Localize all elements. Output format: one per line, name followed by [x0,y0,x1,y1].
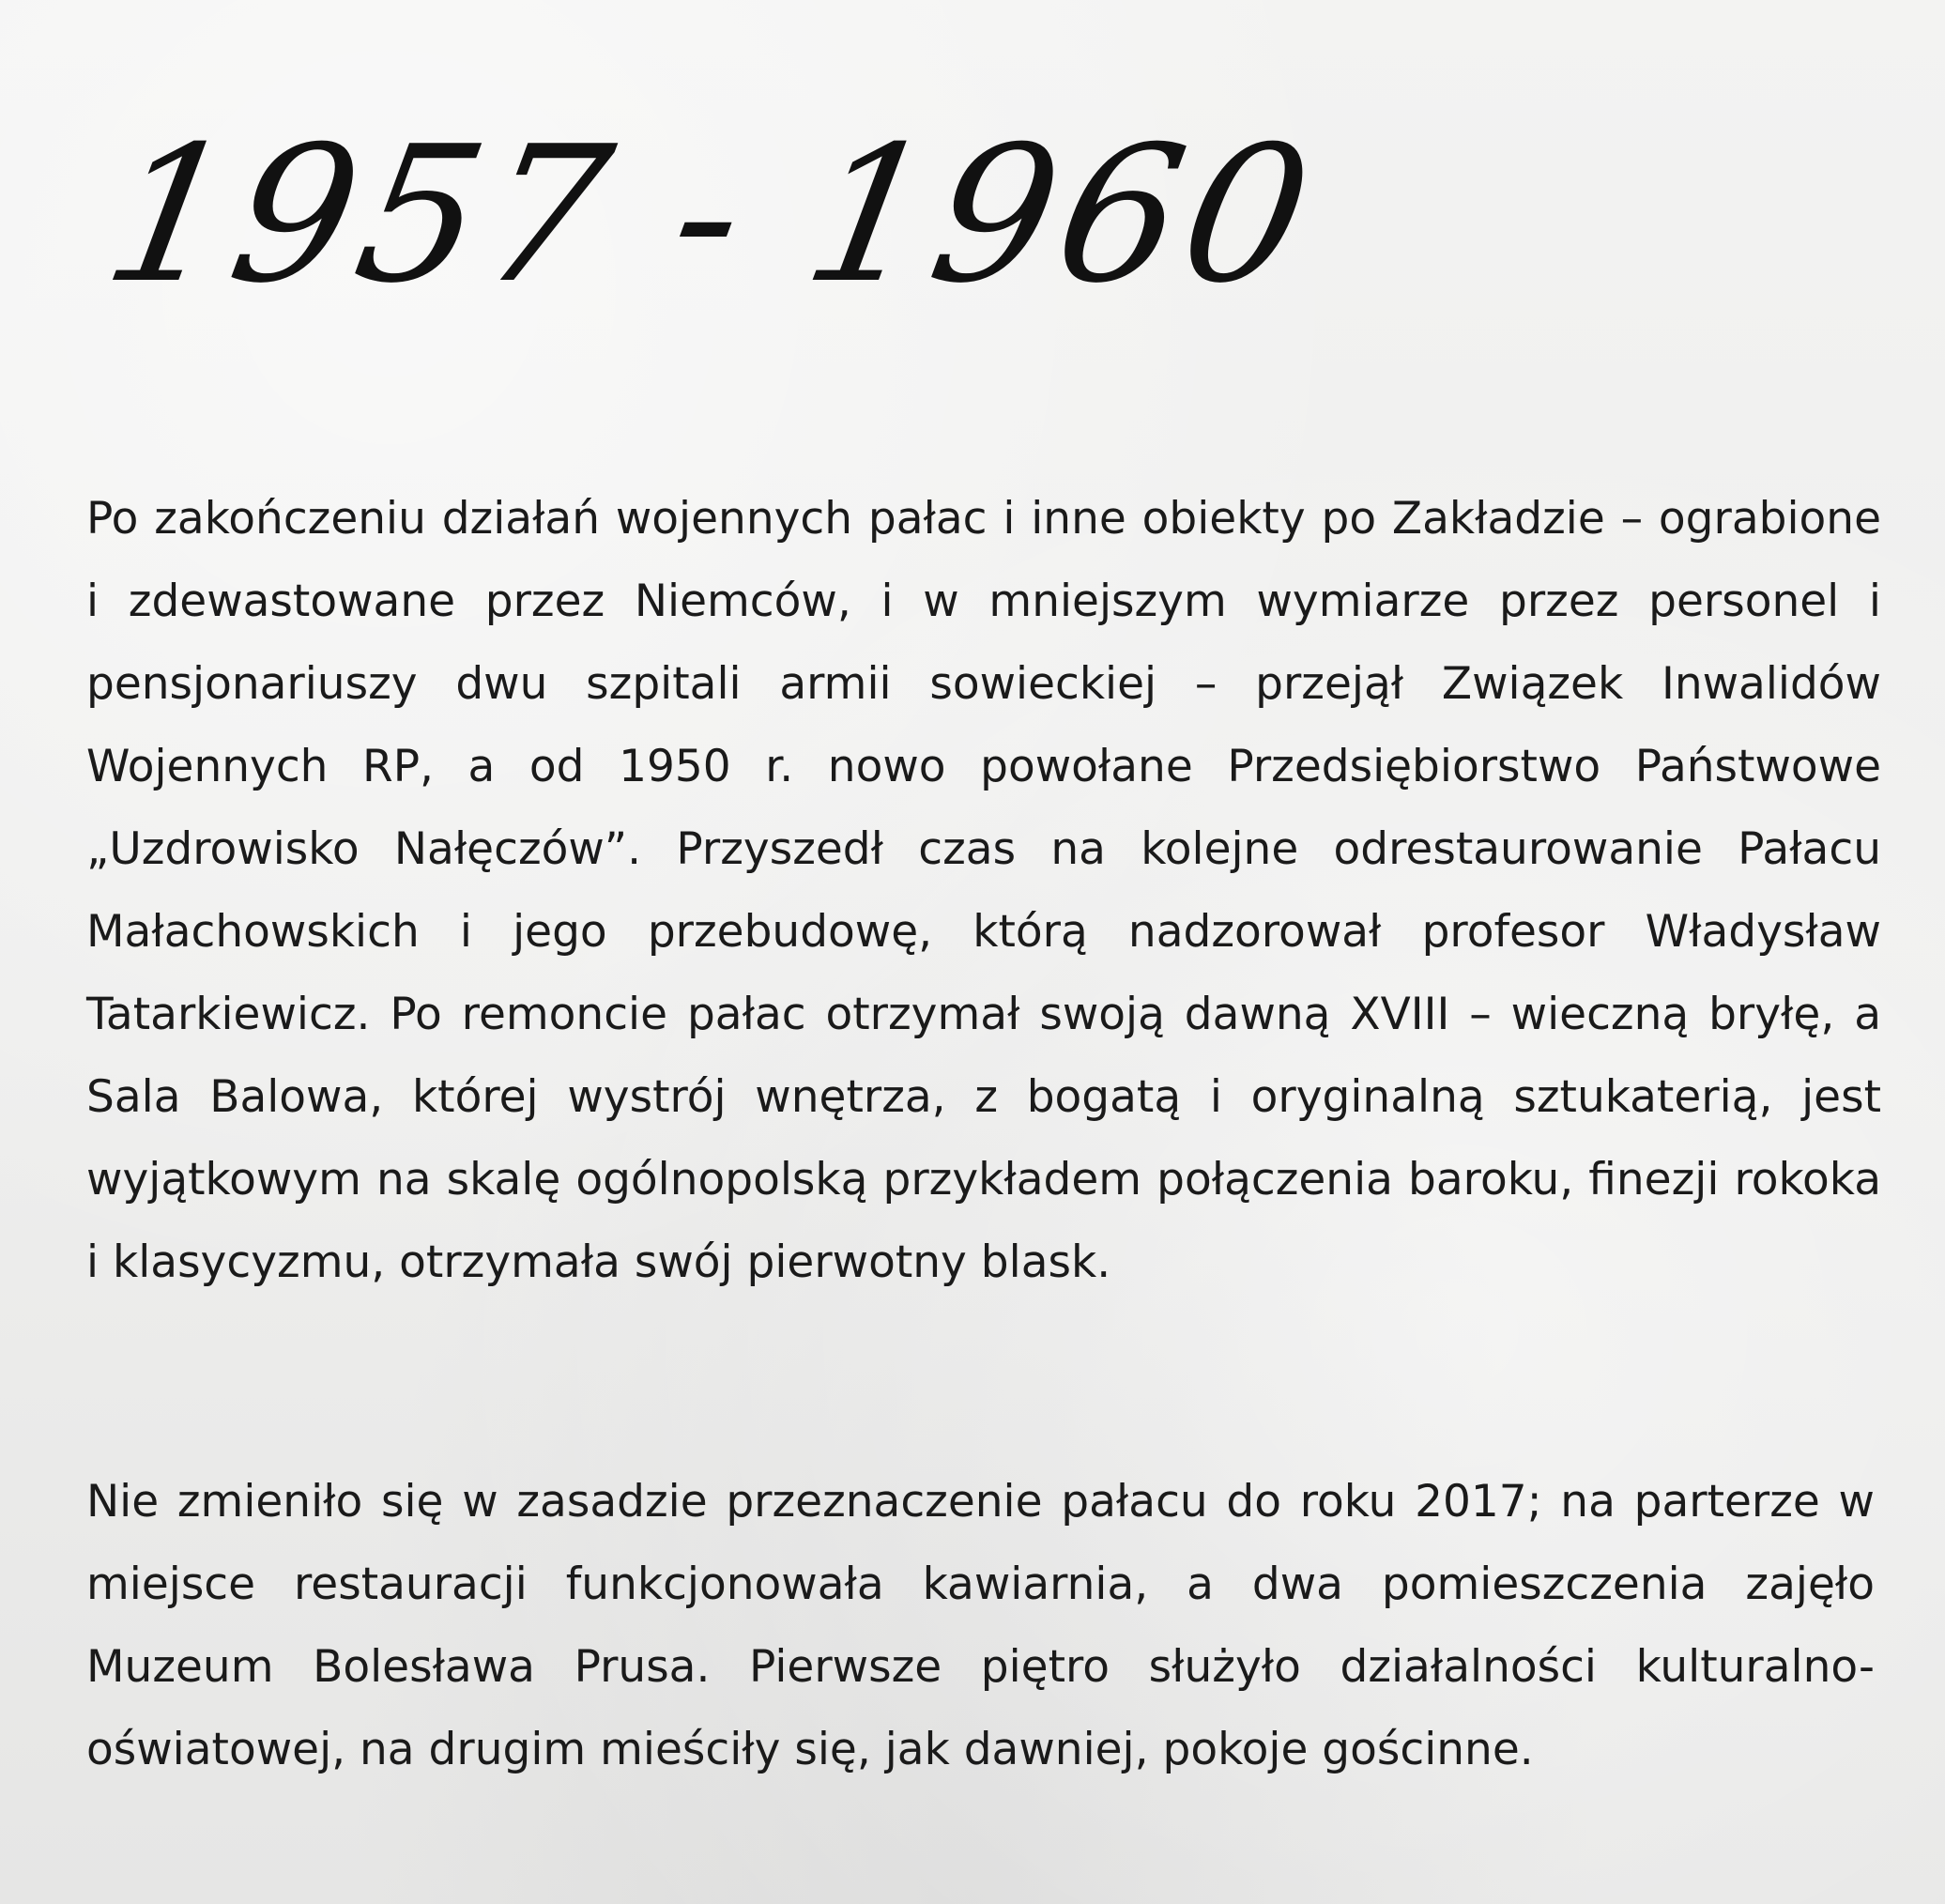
history-paragraph-1: Po zakończeniu działań wojennych pałac i inne obiekty po Zakładzie – ograbione i zdewastowane przez Niemców, i w mniejszym wymiarze przez personel i pensjonariuszy dwu szpitali armii sowieckiej – przejął Związek Inwalidów Wojennych RP, a od 1950 r. nowo powołane Przedsiębiorstwo Państwowe „Uzdrowisko Nałęczów”. Przyszedł czas na kolejne odrestaurowanie Pałacu Małachowskich i jego przebudowę, którą nadzorował profesor Władysław Tatarkiewicz. Po remoncie pałac otrzymał swoją dawną XVIII – wieczną bryłę, a Sala Balowa, której wystrój wnętrza, z bogatą i oryginalną sztukaterią, jest wyjątkowym na skalę ogólnopolską przykładem połączenia baroku, finezji rokoka i klasycyzmu, otrzymała swój pierwotny blask. [86,493,1881,1288]
date-range-heading: 1957 - 1960 [91,106,1331,325]
history-paragraph-2: Nie zmieniło się w zasadzie przeznaczenie pałacu do roku 2017; na parterze w miejsce restauracji funkcjonowała kawiarnia, a dwa pomieszczenia zajęło Muzeum Bolesława Prusa. Pierwsze piętro służyło działalności kulturalno-oświatowej, na drugim mieściły się, jak dawniej, pokoje gościnne. [86,1476,1875,1775]
